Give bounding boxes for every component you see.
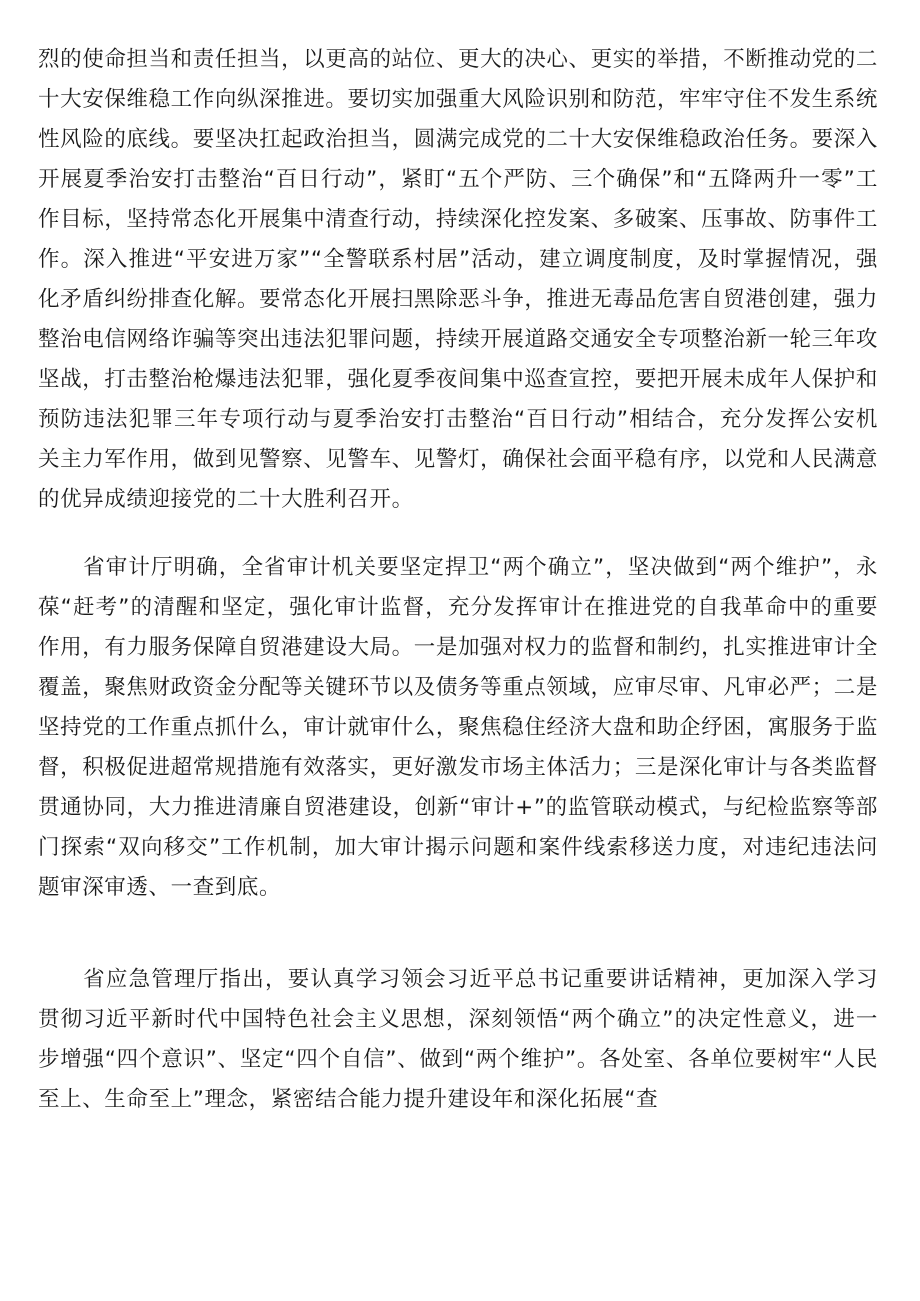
paragraph-spacer xyxy=(38,520,878,548)
paragraph-audit-office: 省审计厅明确，全省审计机关要坚定捍卫“两个确立”，坚决做到“两个维护”，永葆“赶考”的清醒和坚定，强化审计监督，充分发挥审计在推进党的自我革命中的重要作用，有力服务保障自贸港建设大局。一是加强对权力的监督和制约，扎实推进审计全覆盖，聚焦财政资金分配等关键环节以及债务等重点领域，应审尽审、凡审必严；二是坚持党的工作重点抓什么，审计就审什么，聚焦稳住经济大盘和助企纾困，寓服务于监督，积极促进超常规措施有效落实，更好激发市场主体活力；三是深化审计与各类监督贯通协同，大力推进清廉自贸港建设，创新“审计+”的监管联动模式，与纪检监察等部门探索“双向移交”工作机制，加大审计揭示问题和案件线索移送力度，对违纪违法问题审深审透、一查到底。 xyxy=(38,555,878,900)
paragraph-spacer xyxy=(38,908,878,960)
document-page xyxy=(38,40,878,1120)
paragraph-emergency-management: 省应急管理厅指出，要认真学习领会习近平总书记重要讲话精神，更加深入学习贯彻习近平新时代中国特色社会主义思想，深刻领悟“两个确立”的决定性意义，进一步增强“四个意识”、坚定“四个自信”、做到“两个维护”。各处室、各单位要树牢“人民至上、生命至上”理念，紧密结合能力提升建设年和深化拓展“查 xyxy=(38,967,878,1112)
paragraph-public-security: 烈的使命担当和责任担当，以更高的站位、更大的决心、更实的举措，不断推动党的二十大安保维稳工作向纵深推进。要切实加强重大风险识别和防范，牢牢守住不发生系统性风险的底线。要坚决扛起政治担当，圆满完成党的二十大安保维稳政治任务。要深入开展夏季治安打击整治“百日行动”，紧盯“五个严防、三个确保”和“五降两升一零”工作目标，坚持常态化开展集中清查行动，持续深化控发案、多破案、压事故、防事件工作。深入推进“平安进万家”“全警联系村居”活动，建立调度制度，及时掌握情况，强化矛盾纠纷排查化解。要常态化开展扫黑除恶斗争，推进无毒品危害自贸港创建，强力整治电信网络诈骗等突出违法犯罪问题，持续开展道路交通安全专项整治新一轮三年攻坚战，打击整治枪爆违法犯罪，强化夏季夜间集中巡查宣控，要把开展未成年人保护和预防违法犯罪三年专项行动与夏季治安打击整治“百日行动”相结合，充分发挥公安机关主力军作用，做到见警察、见警车、见警灯，确保社会面平稳有序，以党和人民满意的优异成绩迎接党的二十大胜利召开。 xyxy=(38,47,878,512)
